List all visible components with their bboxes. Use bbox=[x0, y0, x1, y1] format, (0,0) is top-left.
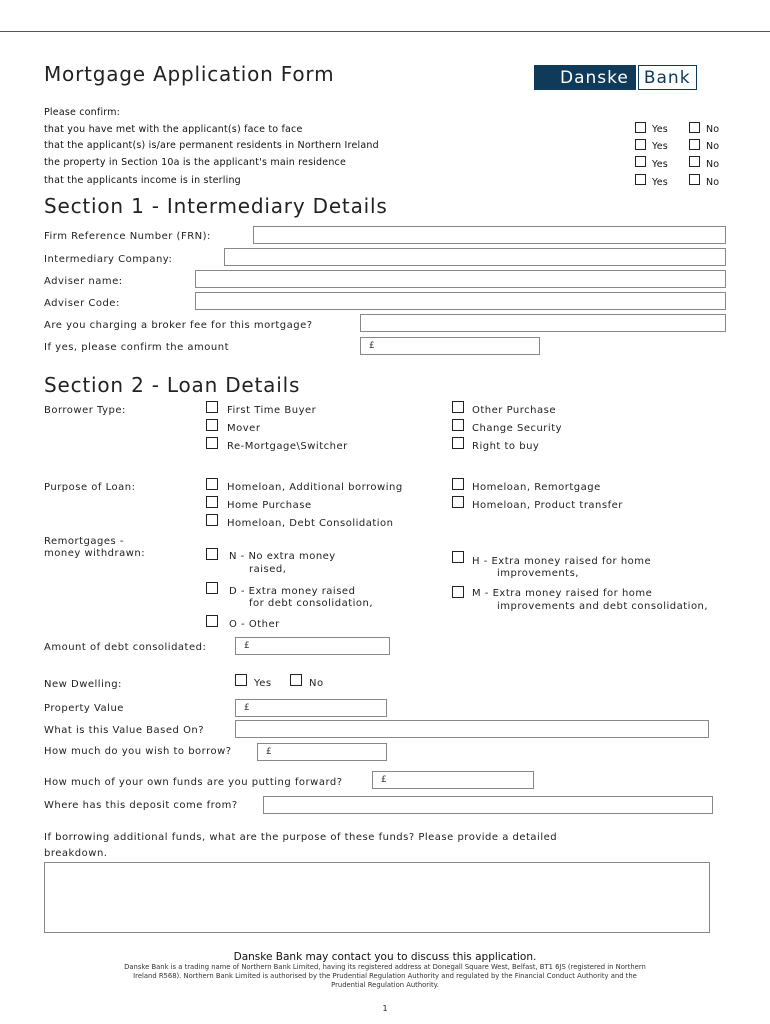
adviser-code-label: Adviser Code: bbox=[44, 298, 120, 309]
currency-symbol: £ bbox=[244, 703, 250, 713]
frn-input[interactable] bbox=[253, 226, 726, 244]
top-rule bbox=[0, 31, 770, 32]
yes-label: Yes bbox=[652, 177, 668, 188]
purpose-label: Purpose of Loan: bbox=[44, 482, 136, 493]
confirm-2-no-checkbox[interactable] bbox=[689, 139, 700, 150]
new-dwelling-no-checkbox[interactable] bbox=[290, 674, 302, 686]
remortgage-heading-line2: money withdrawn: bbox=[44, 548, 146, 559]
home-improvements-label: H - Extra money raised for home bbox=[472, 556, 652, 567]
confirm-heading: Please confirm: bbox=[44, 107, 121, 118]
footer-legal-line3: Prudential Regulation Authority. bbox=[331, 981, 439, 989]
danske-bank-logo bbox=[534, 65, 697, 90]
company-label: Intermediary Company: bbox=[44, 254, 173, 265]
additional-borrowing-label: Homeloan, Additional borrowing bbox=[227, 482, 403, 493]
adviser-code-input[interactable] bbox=[195, 292, 726, 310]
product-transfer-checkbox[interactable] bbox=[452, 496, 464, 508]
no-label: No bbox=[706, 124, 720, 135]
debt-money-label: D - Extra money raised bbox=[229, 586, 356, 597]
frn-label: Firm Reference Number (FRN): bbox=[44, 231, 211, 242]
other-purchase-label: Other Purchase bbox=[472, 405, 556, 416]
improvements-debt-label-2: improvements and debt consolidation, bbox=[497, 601, 709, 612]
yes-label: Yes bbox=[652, 124, 668, 135]
currency-symbol: £ bbox=[369, 341, 375, 351]
product-transfer-label: Homeloan, Product transfer bbox=[472, 500, 623, 511]
debt-money-label-2: for debt consolidation, bbox=[249, 598, 374, 609]
confirm-2-yes-checkbox[interactable] bbox=[635, 139, 646, 150]
no-extra-money-label-2: raised, bbox=[249, 564, 287, 575]
first-time-buyer-label: First Time Buyer bbox=[227, 405, 317, 416]
yes-label: Yes bbox=[652, 141, 668, 152]
confirm-1-yes-checkbox[interactable] bbox=[635, 122, 646, 133]
borrow-label: How much do you wish to borrow? bbox=[44, 746, 232, 757]
change-security-label: Change Security bbox=[472, 423, 563, 434]
confirm-4-no-checkbox[interactable] bbox=[689, 174, 700, 185]
remortgage-label: Homeloan, Remortgage bbox=[472, 482, 601, 493]
home-improvements-label-2: improvements, bbox=[497, 568, 579, 579]
page-title: Mortgage Application Form bbox=[44, 62, 335, 86]
debt-consolidation-money-checkbox[interactable] bbox=[206, 582, 218, 594]
amount-input[interactable] bbox=[360, 337, 540, 355]
confirm-item-3: the property in Section 10a is the applicant's main residence bbox=[44, 157, 347, 168]
no-extra-money-label: N - No extra money bbox=[229, 551, 336, 562]
debt-amount-input[interactable] bbox=[235, 637, 390, 655]
value-based-label: What is this Value Based On? bbox=[44, 725, 205, 736]
remortgage-switcher-checkbox[interactable] bbox=[206, 437, 218, 449]
other-money-label: O - Other bbox=[229, 619, 280, 630]
footer-legal-line1: Danske Bank is a trading name of Northern Bank Limited, having its registered address at Donegall Square West, Belfast, BT1 6JS (registered in Northern bbox=[124, 963, 646, 971]
improvements-debt-label: M - Extra money raised for home bbox=[472, 588, 653, 599]
confirm-item-4: that the applicants income is in sterling bbox=[44, 175, 241, 186]
mover-checkbox[interactable] bbox=[206, 419, 218, 431]
improvements-debt-checkbox[interactable] bbox=[452, 586, 464, 598]
confirm-1-no-checkbox[interactable] bbox=[689, 122, 700, 133]
deposit-label: Where has this deposit come from? bbox=[44, 800, 238, 811]
broker-fee-input[interactable] bbox=[360, 314, 726, 332]
remortgage-switcher-label: Re-Mortgage\Switcher bbox=[227, 441, 348, 452]
new-dwelling-label: New Dwelling: bbox=[44, 679, 122, 690]
borrow-input[interactable] bbox=[257, 743, 387, 761]
page-number: 1 bbox=[382, 1004, 388, 1013]
other-money-checkbox[interactable] bbox=[206, 615, 218, 627]
additional-funds-label: If borrowing additional funds, what are the purpose of these funds? Please provide a detailed bbox=[44, 832, 558, 843]
section2-heading: Section 2 - Loan Details bbox=[44, 373, 301, 397]
footer-contact-wrap bbox=[0, 945, 770, 964]
other-purchase-checkbox[interactable] bbox=[452, 401, 464, 413]
no-extra-money-checkbox[interactable] bbox=[206, 548, 218, 560]
remortgage-checkbox[interactable] bbox=[452, 478, 464, 490]
footer-legal bbox=[40, 963, 730, 990]
confirm-4-yes-checkbox[interactable] bbox=[635, 174, 646, 185]
broker-fee-label: Are you charging a broker fee for this mortgage? bbox=[44, 320, 313, 331]
property-value-input[interactable] bbox=[235, 699, 387, 717]
logo-part2: Bank bbox=[638, 65, 697, 90]
confirm-item-2: that the applicant(s) is/are permanent residents in Northern Ireland bbox=[44, 140, 379, 151]
no-label: No bbox=[706, 177, 720, 188]
footer-legal-line2: Ireland R568). Northern Bank Limited is authorised by the Prudential Regulation Authority and regulated by the Financial Conduct Authority and the bbox=[133, 972, 637, 980]
property-value-label: Property Value bbox=[44, 703, 124, 714]
no-label: No bbox=[706, 141, 720, 152]
remortgage-heading-line1: Remortgages - bbox=[44, 536, 125, 547]
currency-symbol: £ bbox=[244, 641, 250, 651]
own-funds-input[interactable] bbox=[372, 771, 534, 789]
first-time-buyer-checkbox[interactable] bbox=[206, 401, 218, 413]
right-to-buy-checkbox[interactable] bbox=[452, 437, 464, 449]
amount-label: If yes, please confirm the amount bbox=[44, 342, 230, 353]
additional-borrowing-checkbox[interactable] bbox=[206, 478, 218, 490]
section1-heading: Section 1 - Intermediary Details bbox=[44, 194, 388, 218]
debt-consolidation-checkbox[interactable] bbox=[206, 514, 218, 526]
adviser-name-input[interactable] bbox=[195, 270, 726, 288]
adviser-name-label: Adviser name: bbox=[44, 276, 123, 287]
mover-label: Mover bbox=[227, 423, 261, 434]
new-dwelling-yes-label: Yes bbox=[254, 678, 272, 689]
additional-funds-textarea[interactable] bbox=[44, 862, 710, 933]
deposit-input[interactable] bbox=[263, 796, 713, 814]
currency-symbol: £ bbox=[266, 747, 272, 757]
footer-contact: Danske Bank may contact you to discuss this application. bbox=[233, 951, 537, 963]
debt-amount-label: Amount of debt consolidated: bbox=[44, 642, 207, 653]
yes-label: Yes bbox=[652, 159, 668, 170]
company-input[interactable] bbox=[224, 248, 726, 266]
home-purchase-label: Home Purchase bbox=[227, 500, 312, 511]
confirm-3-no-checkbox[interactable] bbox=[689, 156, 700, 167]
currency-symbol: £ bbox=[381, 775, 387, 785]
no-label: No bbox=[706, 159, 720, 170]
debt-consolidation-label: Homeloan, Debt Consolidation bbox=[227, 518, 394, 529]
home-improvements-checkbox[interactable] bbox=[452, 551, 464, 563]
own-funds-label: How much of your own funds are you putting forward? bbox=[44, 777, 343, 788]
change-security-checkbox[interactable] bbox=[452, 419, 464, 431]
new-dwelling-yes-checkbox[interactable] bbox=[235, 674, 247, 686]
additional-funds-label-2: breakdown. bbox=[44, 848, 108, 859]
borrower-type-label: Borrower Type: bbox=[44, 405, 126, 416]
confirm-3-yes-checkbox[interactable] bbox=[635, 156, 646, 167]
value-based-input[interactable] bbox=[235, 720, 709, 738]
logo-part1: Danske bbox=[534, 65, 636, 90]
home-purchase-checkbox[interactable] bbox=[206, 496, 218, 508]
right-to-buy-label: Right to buy bbox=[472, 441, 540, 452]
confirm-item-1: that you have met with the applicant(s) face to face bbox=[44, 124, 303, 135]
new-dwelling-no-label: No bbox=[309, 678, 324, 689]
